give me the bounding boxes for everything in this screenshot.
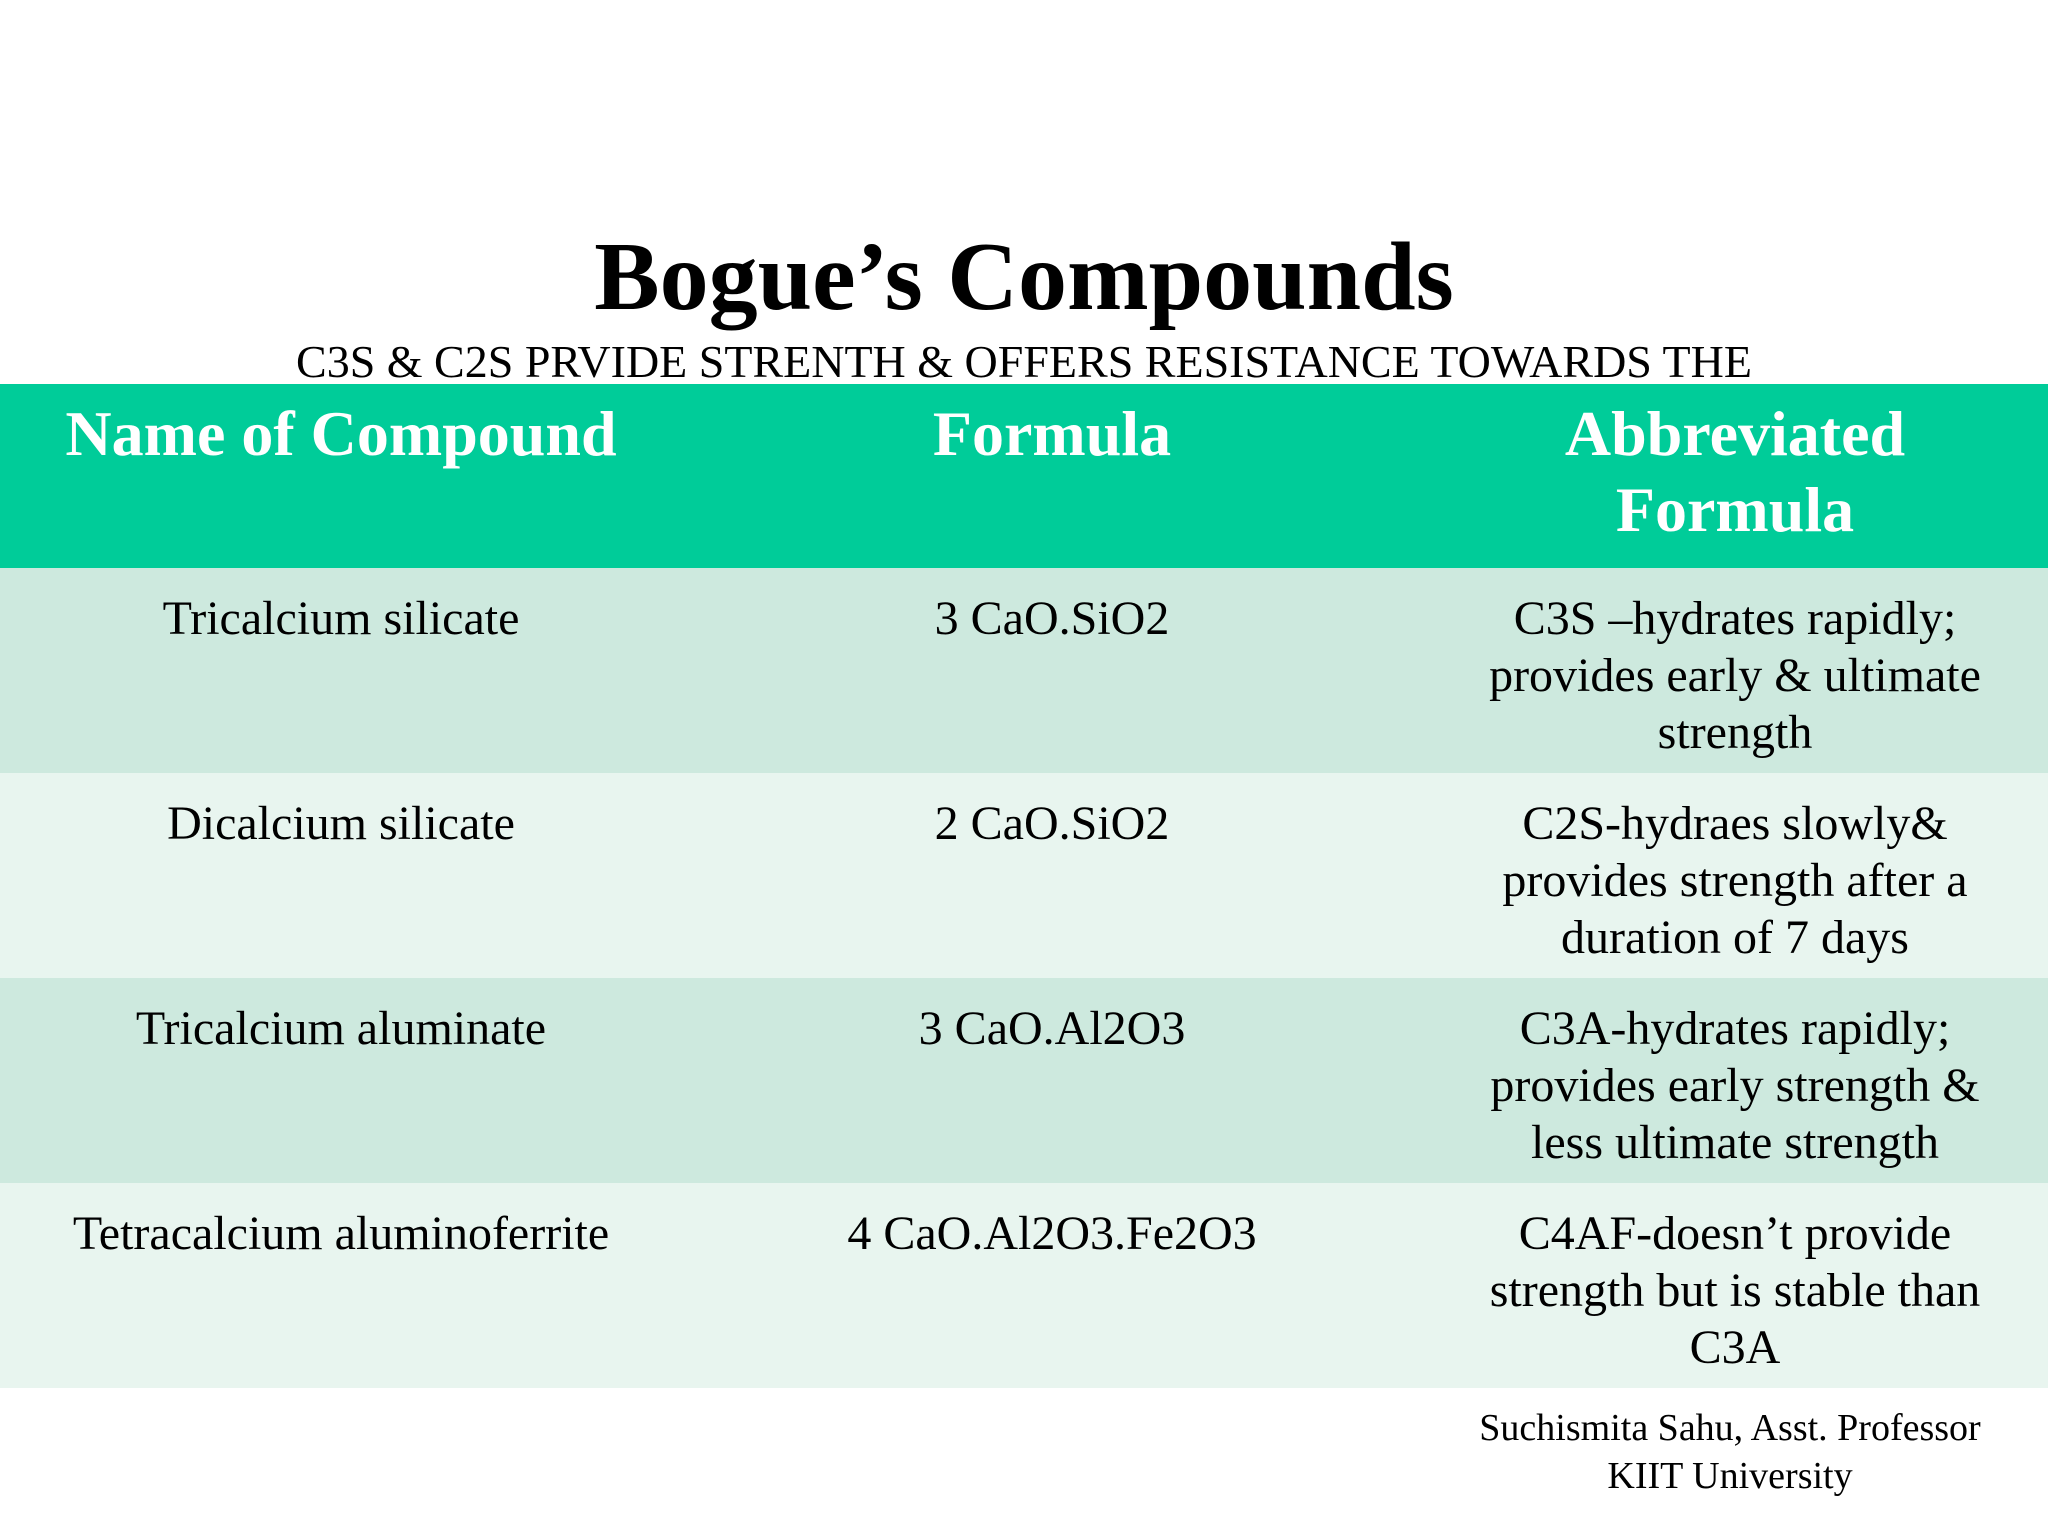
table-row — [0, 568, 2048, 773]
header-abbreviated-line2: Formula — [1615, 474, 1855, 545]
cell-compound-name: Tetracalcium aluminoferrite — [72, 1207, 610, 1260]
abbr-line: provides early & ultimate — [1489, 649, 1981, 702]
slide-title: Bogue’s Compounds — [594, 223, 1454, 331]
table-row — [0, 773, 2048, 978]
header-name-of-compound — [0, 384, 682, 568]
table-header-row — [0, 384, 2048, 568]
cell-abbreviated — [1422, 978, 2048, 1183]
header-abbreviated-formula — [1422, 384, 2048, 568]
credit-author: Suchismita Sahu, Asst. Professor — [1479, 1407, 1981, 1449]
abbr-line: C4AF-doesn’t provide — [1518, 1207, 1952, 1260]
author-credit — [1420, 1404, 2040, 1500]
cell-formula: 3 CaO.Al2O3 — [918, 1002, 1186, 1055]
header-name-label: Name of Compound — [65, 398, 617, 469]
table-row — [0, 1183, 2048, 1388]
header-formula-label: Formula — [932, 398, 1172, 469]
abbr-line: strength but is stable than — [1489, 1264, 1981, 1317]
cell-abbreviated — [1422, 1183, 2048, 1388]
cell-compound-name: Tricalcium silicate — [162, 592, 520, 645]
cell-abbreviated — [1422, 568, 2048, 773]
cell-formula: 2 CaO.SiO2 — [934, 797, 1170, 850]
cell-formula: 3 CaO.SiO2 — [934, 592, 1170, 645]
abbr-line: provides strength after a — [1502, 854, 1968, 907]
abbr-line: less ultimate strength — [1531, 1116, 1939, 1169]
abbr-line: C2S-hydraes slowly& — [1522, 797, 1948, 850]
cell-compound-name: Tricalcium aluminate — [135, 1002, 547, 1055]
abbr-line: C3A — [1689, 1321, 1781, 1374]
abbr-line: strength — [1657, 706, 1813, 759]
header-abbreviated-line1: Abbreviated — [1564, 398, 1906, 469]
header-formula — [682, 384, 1422, 568]
cell-abbreviated — [1422, 773, 2048, 978]
compounds-table — [0, 384, 2048, 1388]
abbr-line: provides early strength & — [1490, 1059, 1980, 1112]
abbr-line: C3S –hydrates rapidly; — [1513, 592, 1957, 645]
abbr-line: C3A-hydrates rapidly; — [1519, 1002, 1951, 1055]
table-row — [0, 978, 2048, 1183]
cell-formula: 4 CaO.Al2O3.Fe2O3 — [847, 1207, 1257, 1260]
cell-compound-name: Dicalcium silicate — [167, 797, 515, 850]
credit-institution: KIIT University — [1607, 1455, 1853, 1497]
abbr-line: duration of 7 days — [1561, 911, 1909, 964]
slide-subtitle: C3S & C2S PRVIDE STRENTH & OFFERS RESISTANCE TOWARDS THE — [296, 336, 1752, 387]
